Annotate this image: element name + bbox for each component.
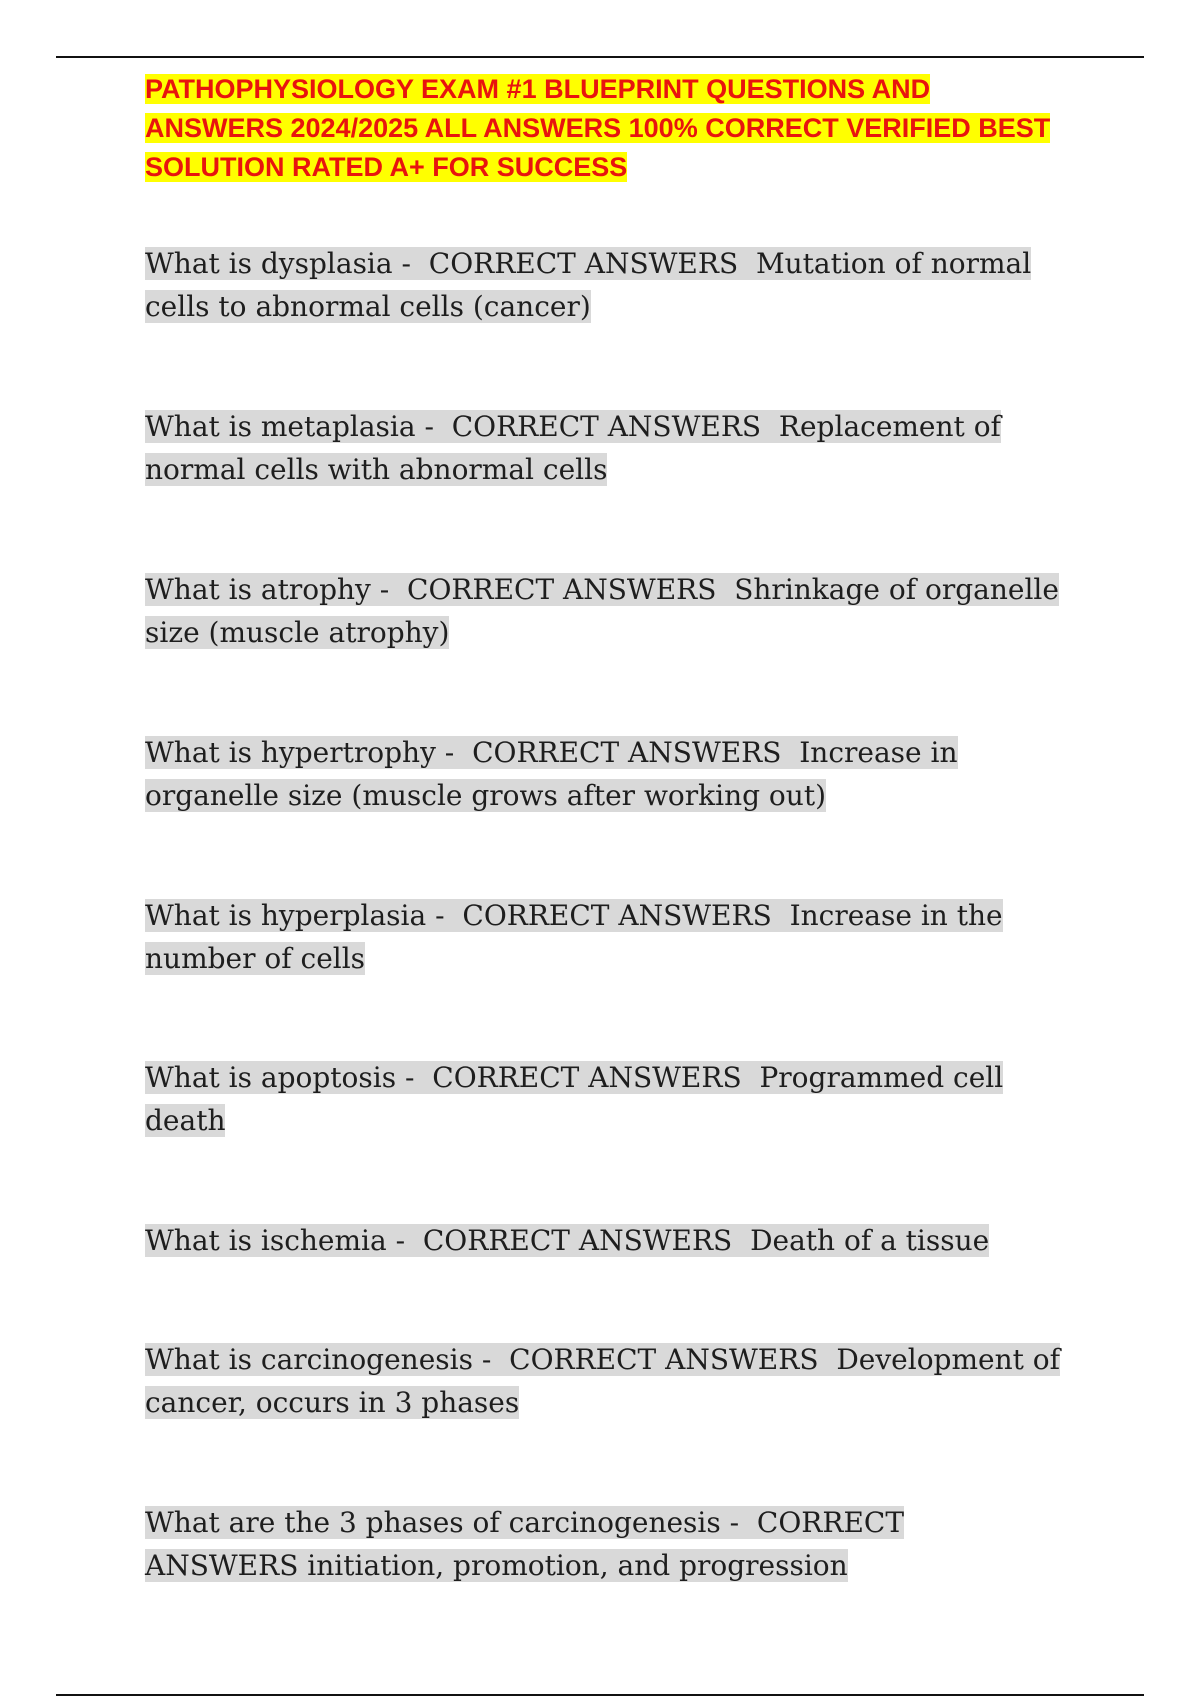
- qa-item-carcinogenesis: [145, 1338, 1065, 1424]
- question-text: What is apoptosis -: [145, 1061, 415, 1094]
- qa-text: [145, 736, 958, 812]
- bottom-rule: [56, 1694, 1144, 1696]
- answer-text: Increase in organelle size (muscle grows after working out): [145, 736, 958, 812]
- qa-text: [145, 899, 1003, 975]
- question-text: What is ischemia -: [145, 1224, 406, 1257]
- answer-text: Development of cancer, occurs in 3 phases: [145, 1343, 1060, 1419]
- question-text: What is hyperplasia -: [145, 899, 445, 932]
- qa-item-dysplasia: [145, 242, 1065, 328]
- document-body: [145, 70, 1065, 1587]
- document-title: [145, 70, 1065, 187]
- answer-marker: CORRECT ANSWERS: [407, 573, 717, 606]
- qa-item-metaplasia: [145, 405, 1065, 491]
- answer-text: Increase in the number of cells: [145, 899, 1003, 975]
- question-text: What is hypertrophy -: [145, 736, 455, 769]
- question-text: What is carcinogenesis -: [145, 1343, 492, 1376]
- answer-marker: CORRECT ANSWERS: [451, 410, 762, 443]
- answer-marker: CORRECT ANSWERS: [145, 1506, 905, 1582]
- qa-item-apoptosis: [145, 1056, 1065, 1142]
- answer-marker: CORRECT ANSWERS: [422, 1224, 733, 1257]
- qa-item-hypertrophy: [145, 731, 1065, 817]
- answer-text: Programmed cell death: [145, 1061, 1004, 1137]
- qa-text: [145, 1061, 1003, 1137]
- answer-marker: CORRECT ANSWERS: [472, 736, 782, 769]
- qa-list: [145, 242, 1065, 1587]
- answer-text: Mutation of normal cells to abnormal cells (cancer): [145, 247, 1032, 323]
- answer-text: Replacement of normal cells with abnormal cells: [145, 410, 1001, 486]
- qa-text: [145, 1224, 989, 1257]
- qa-item-hyperplasia: [145, 894, 1065, 980]
- document-title-text: PATHOPHYSIOLOGY EXAM #1 BLUEPRINT QUESTIONS AND ANSWERS 2024/2025 ALL ANSWERS 100% CORRECT VERIFIED BEST SOLUTION RATED A+ FOR SUCCESS: [145, 74, 1051, 182]
- qa-text: [145, 247, 1031, 323]
- answer-text: Death of a tissue: [750, 1224, 990, 1257]
- question-text: What is dysplasia -: [145, 247, 411, 280]
- answer-marker: CORRECT ANSWERS: [432, 1061, 742, 1094]
- qa-text: [145, 573, 1059, 649]
- question-text: What is atrophy -: [145, 573, 390, 606]
- question-text: What is metaplasia -: [145, 410, 434, 443]
- qa-text: [145, 1343, 1060, 1419]
- answer-text: Shrinkage of organelle size (muscle atrophy): [145, 573, 1059, 649]
- qa-item-ischemia: [145, 1219, 1065, 1262]
- qa-text: [145, 410, 1001, 486]
- question-text: What are the 3 phases of carcinogenesis -: [145, 1506, 740, 1539]
- answer-text: initiation, promotion, and progression: [307, 1549, 848, 1582]
- qa-text: [145, 1506, 904, 1582]
- answer-marker: CORRECT ANSWERS: [509, 1343, 819, 1376]
- qa-item-carcinogenesis-phases: [145, 1501, 1065, 1587]
- answer-marker: CORRECT ANSWERS: [462, 899, 772, 932]
- top-rule: [56, 56, 1144, 58]
- qa-item-atrophy: [145, 568, 1065, 654]
- answer-marker: CORRECT ANSWERS: [428, 247, 739, 280]
